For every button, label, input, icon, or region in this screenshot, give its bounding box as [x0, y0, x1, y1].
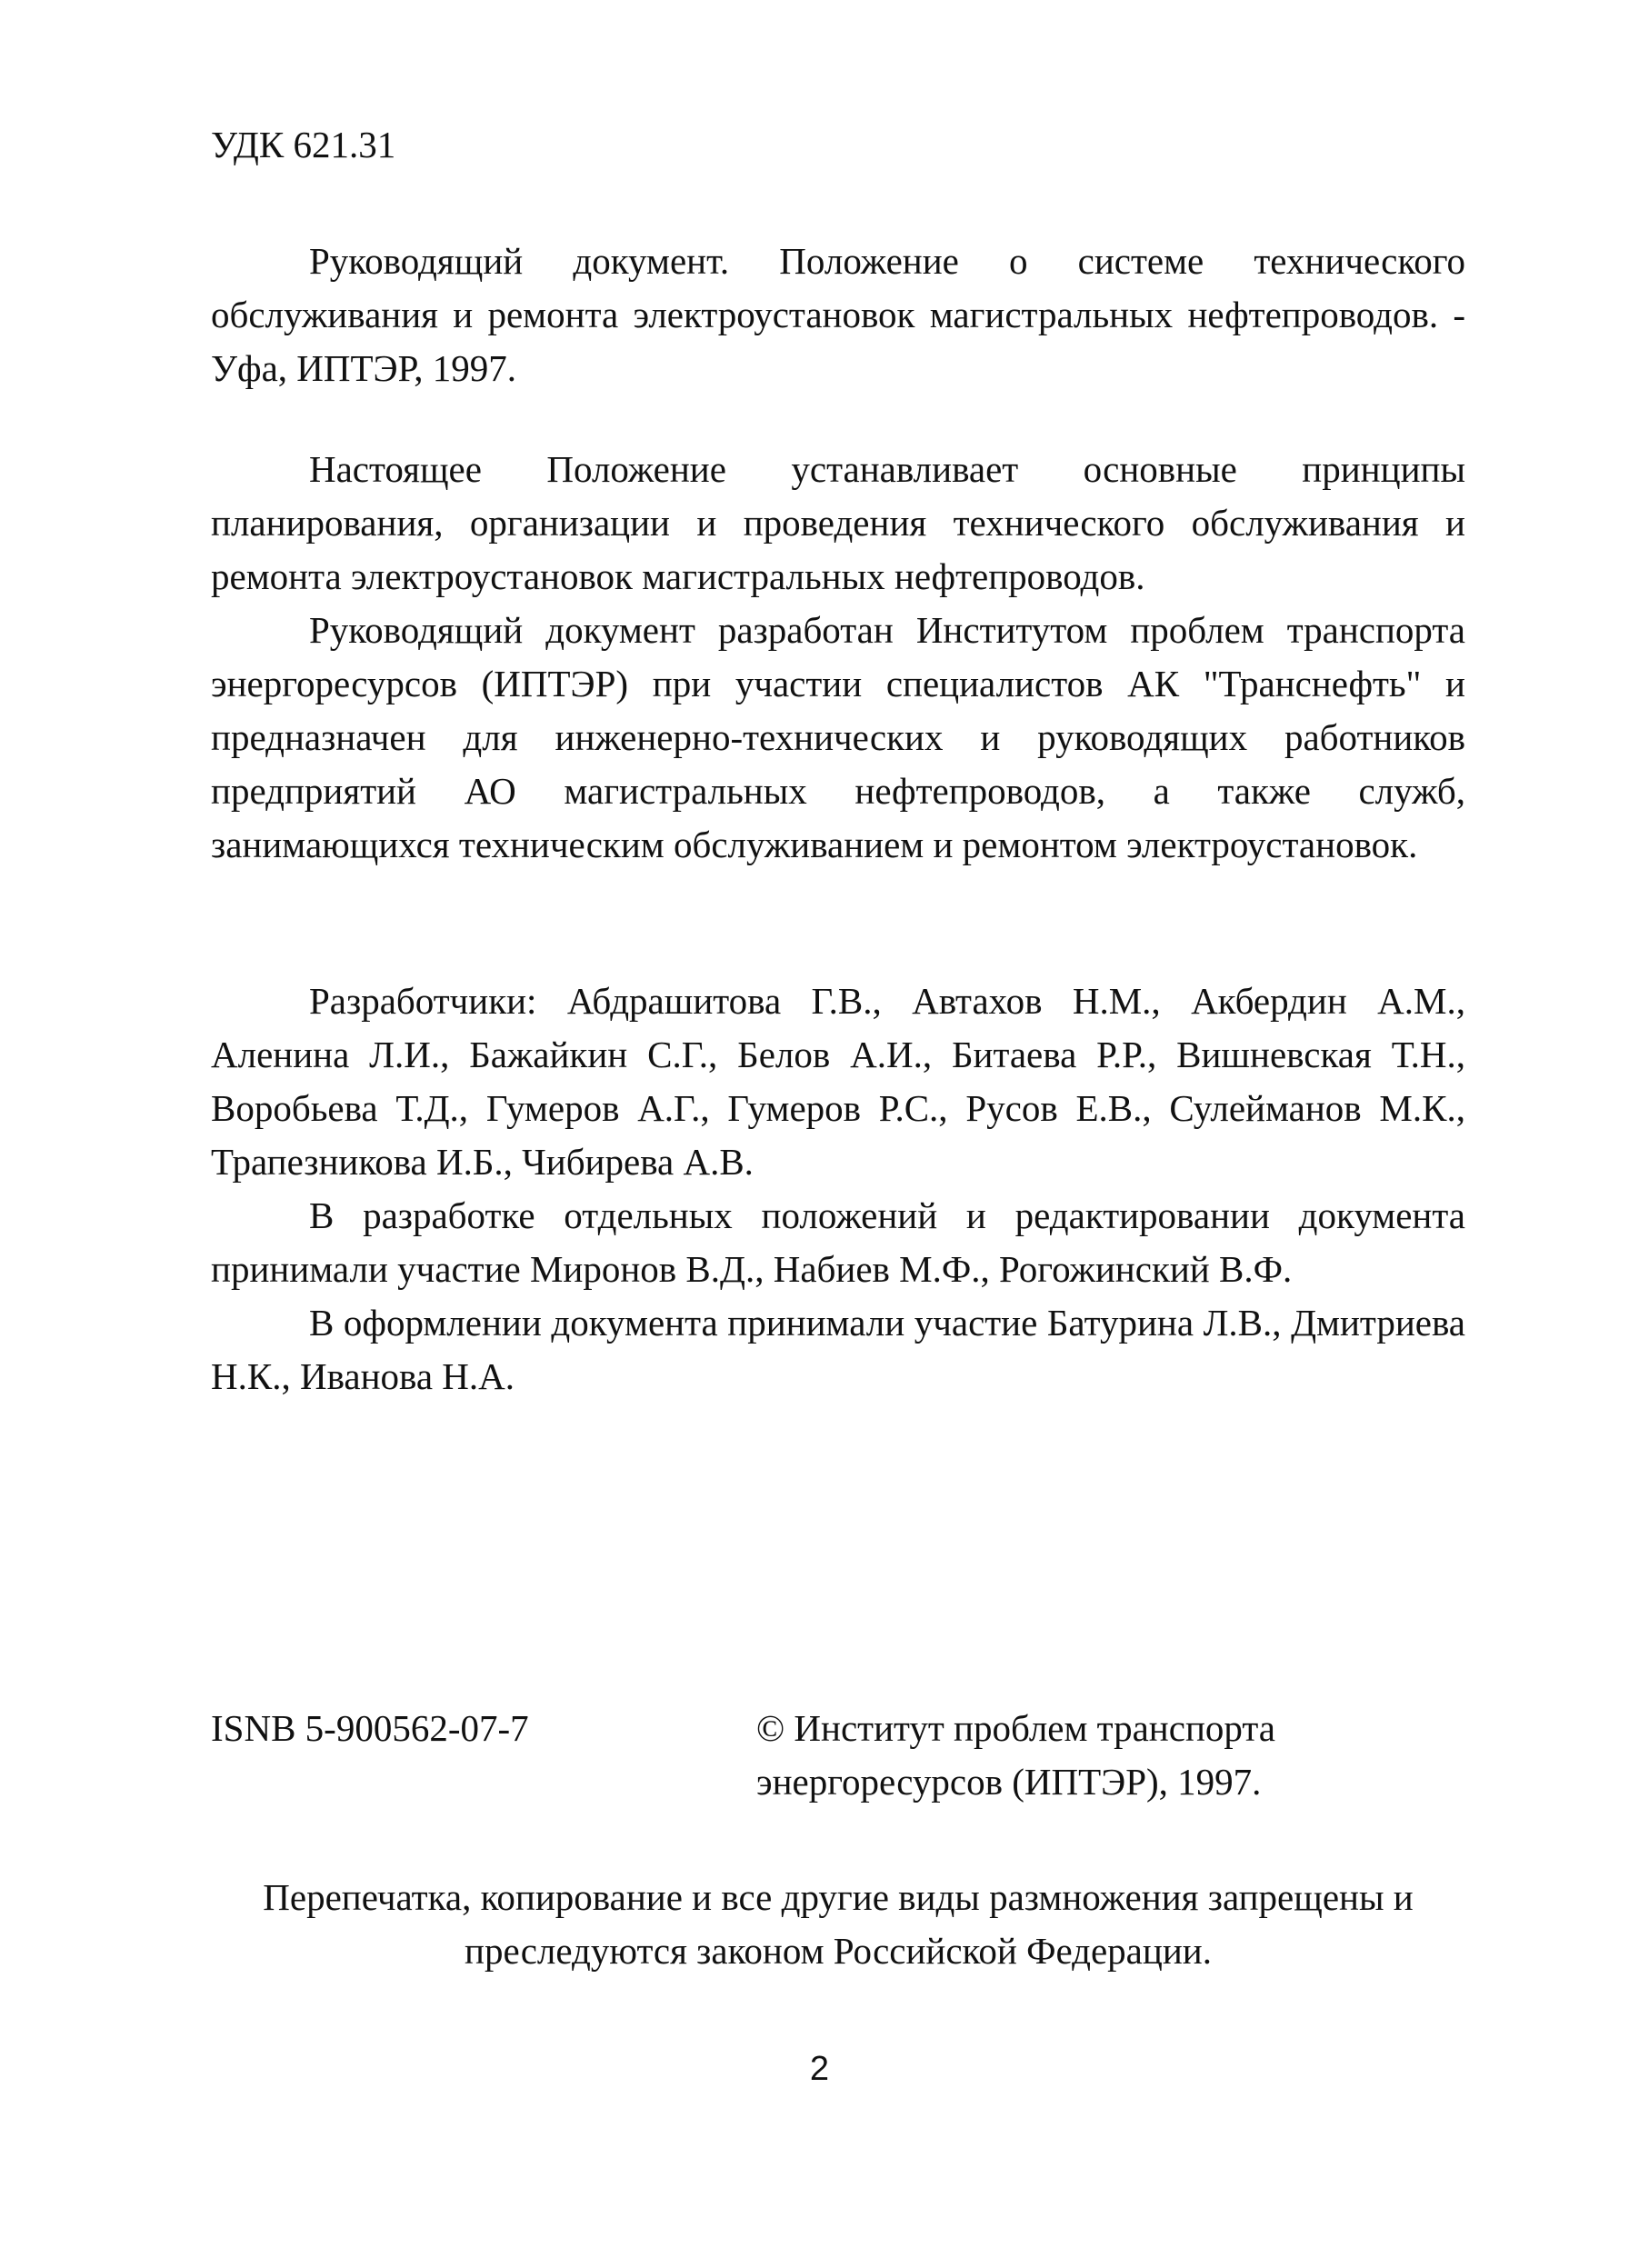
- bibliographic-reference: Руководящий документ. Положение о системе технического обслуживания и ремонта электроустановок магистральных нефтепроводов. - Уфа, ИПТЭР, 1997.: [211, 240, 1465, 389]
- developers-paragraph: Разработчики: Абдрашитова Г.В., Автахов Н.М., Акбердин А.М., Аленина Л.И., Бажайкин С.Г., Белов А.И., Битаева Р.Р., Вишневская Т.Н., Воробьева Т.Д., Гумеров А.Г., Гумеров Р.С., Русов Е.В., Сулейманов М.К., Трапезникова И.Б., Чибирева А.В.: [211, 980, 1465, 1183]
- abstract-paragraph: Настоящее Положение устанавливает основные принципы планирования, организации и проведения технического обслуживания и ремонта электроустановок магистральных нефтепроводов.: [211, 448, 1465, 597]
- developers-section: [211, 974, 1465, 1404]
- abstract: [211, 443, 1465, 872]
- page-number: 2: [809, 2050, 830, 2088]
- developers-paragraph: В разработке отдельных положений и редактировании документа принимали участие Миронов В.Д., Набиев М.Ф., Рогожинский В.Ф.: [211, 1194, 1465, 1290]
- copyright-notice: © Институт проблем транспорта энергоресурсов (ИПТЭР), 1997.: [756, 1707, 1275, 1803]
- isbn-number: ISNB 5-900562-07-7: [211, 1707, 529, 1749]
- abstract-paragraph: Руководящий документ разработан Институтом проблем транспорта энергоресурсов (ИПТЭР) при участии специалистов АК "Транснефть" и предназначен для инженерно-технических и руководящих работников предприятий АО магистральных нефтепроводов, а также служб, занимающихся техническим обслуживанием и ремонтом электроустановок.: [211, 609, 1465, 865]
- developers-paragraph: В оформлении документа принимали участие Батурина Л.В., Дмитриева Н.К., Иванова Н.А.: [211, 1302, 1465, 1397]
- udk-code: УДК 621.31: [211, 124, 396, 165]
- reproduction-notice: Перепечатка, копирование и все другие виды размножения запрещены и преследуются законом Российской Федерации.: [263, 1876, 1414, 1972]
